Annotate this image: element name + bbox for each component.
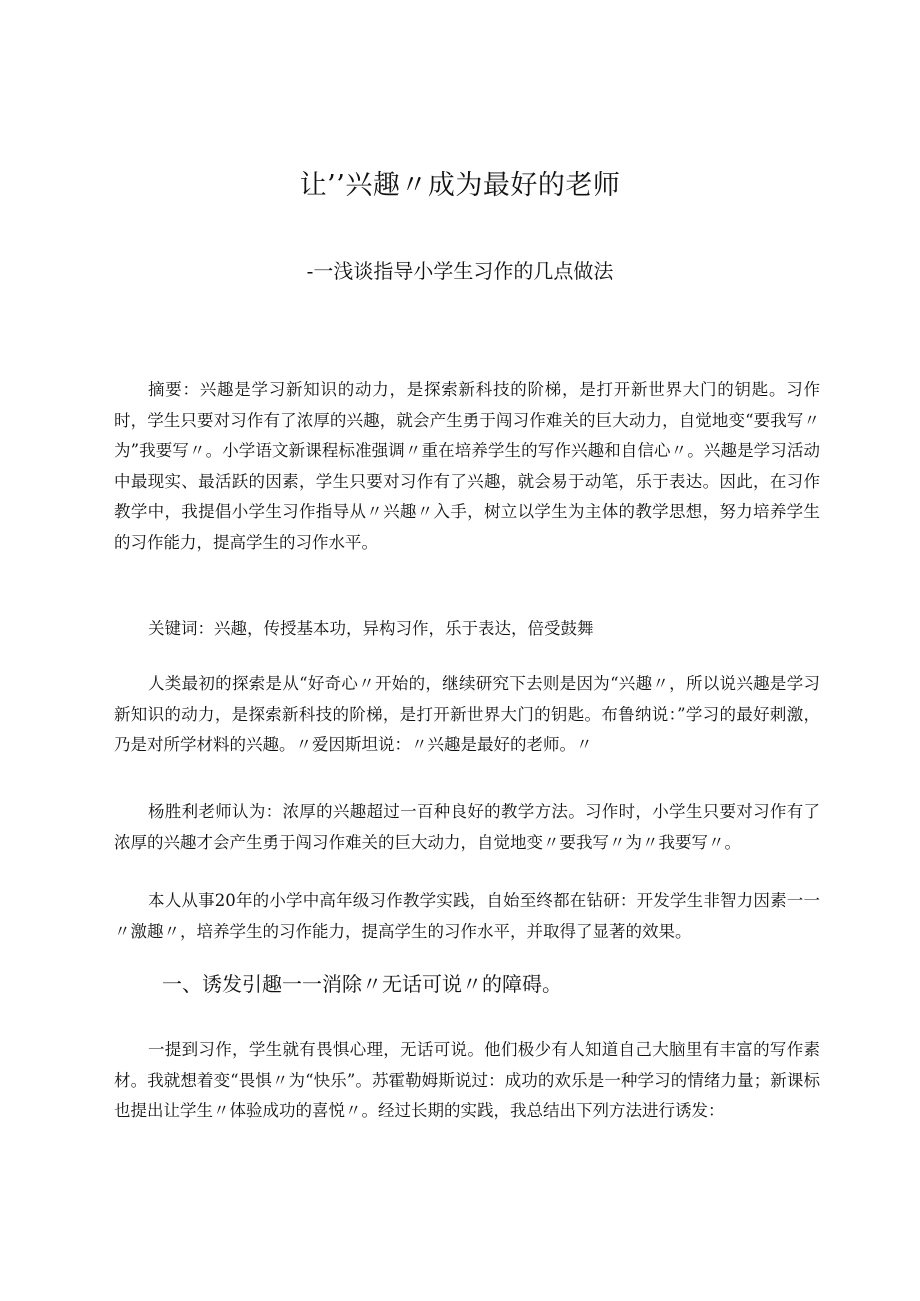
section-heading-1: 一、诱发引趣一一消除〃无话可说〃的障碍。 <box>162 972 562 996</box>
body-paragraph-1: 人类最初的探索是从“好奇心〃开始的，继续研究下去则是因为“兴趣〃，所以说兴趣是学习新知识的动力，是探索新科技的阶梯，是打开新世界大门的钥匙。布鲁纳说：”学习的最好刺激，乃是对所学材料的兴趣。〃爱因斯坦说：〃兴趣是最好的老师。〃 <box>114 674 820 754</box>
document-subtitle: -一浅谈指导小学生习作的几点做法 <box>306 259 614 283</box>
body-paragraph-3: 本人从事20年的小学中高年级习作教学实践，自始至终都在钻研：开发学生非智力因素一一〃激趣〃，培养学生的习作能力，提高学生的习作水平，并取得了显著的效果。 <box>114 891 820 941</box>
abstract-paragraph: 摘要：兴趣是学习新知识的动力，是探索新科技的阶梯，是打开新世界大门的钥匙。习作时，学生只要对习作有了浓厚的兴趣，就会产生勇于闯习作难关的巨大动力，自觉地变“要我写〃为”我要写〃。小学语文新课程标准强调〃重在培养学生的写作兴趣和自信心〃。兴趣是学习活动中最现实、最活跃的因素，学生只要对习作有了兴趣，就会易于动笔，乐于表达。因此，在习作教学中，我提倡小学生习作指导从〃兴趣〃入手，树立以学生为主体的教学思想，努力培养学生的习作能力，提高学生的习作水平。 <box>114 380 820 552</box>
keywords-paragraph: 关键词：兴趣，传授基本功，异构习作，乐于表达，倍受鼓舞 <box>148 619 594 638</box>
body-paragraph-2: 杨胜利老师认为：浓厚的兴趣超过一百种良好的教学方法。习作时，小学生只要对习作有了浓厚的兴趣才会产生勇于闯习作难关的巨大动力，自觉地变〃要我写〃为〃我要写〃。 <box>114 802 820 852</box>
body-paragraph-4: 一提到习作，学生就有畏惧心理，无话可说。他们极少有人知道自己大脑里有丰富的写作素材。我就想着变“畏惧〃为“快乐”。苏霍勒姆斯说过：成功的欢乐是一种学习的情绪力量；新课标也提出让学生〃体验成功的喜悦〃。经过长期的实践，我总结出下列方法进行诱发： <box>114 1040 820 1120</box>
document-title: 让’’兴趣〃成为最好的老师 <box>299 170 621 201</box>
